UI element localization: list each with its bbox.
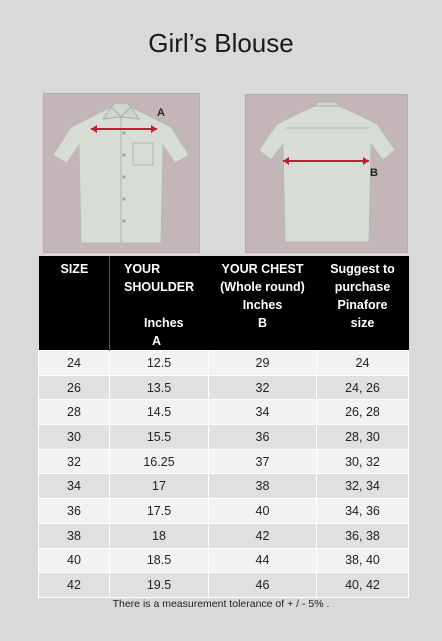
shoulder-marker-label: A bbox=[157, 107, 165, 119]
cell-chest: 38 bbox=[209, 474, 317, 499]
header-size bbox=[39, 256, 110, 351]
table-row bbox=[39, 573, 409, 598]
cell-pinafore: 40, 42 bbox=[317, 573, 409, 598]
cell-chest: 40 bbox=[209, 499, 317, 524]
cell-size: 38 bbox=[39, 523, 110, 548]
table-row bbox=[39, 523, 409, 548]
cell-pinafore: 32, 34 bbox=[317, 474, 409, 499]
table-row bbox=[39, 375, 409, 400]
header-shoulder-code: A bbox=[152, 334, 162, 348]
cell-size: 40 bbox=[39, 548, 110, 573]
cell-shoulder: 18.5 bbox=[110, 548, 209, 573]
header-shoulder-line2: SHOULDER bbox=[124, 280, 195, 294]
blouse-front-photo bbox=[43, 93, 200, 253]
tolerance-note: There is a measurement tolerance of + / - 5% . bbox=[112, 598, 330, 610]
cell-pinafore: 26, 28 bbox=[317, 400, 409, 425]
cell-shoulder: 16.25 bbox=[110, 449, 209, 474]
cell-size: 24 bbox=[39, 351, 110, 376]
header-shoulder-line1: YOUR bbox=[124, 262, 161, 276]
cell-chest: 32 bbox=[209, 375, 317, 400]
table-header-row bbox=[39, 256, 409, 351]
header-pinafore bbox=[317, 256, 409, 351]
cell-chest: 37 bbox=[209, 449, 317, 474]
cell-size: 32 bbox=[39, 449, 110, 474]
cell-pinafore: 34, 36 bbox=[317, 499, 409, 524]
table-row bbox=[39, 351, 409, 376]
cell-pinafore: 36, 38 bbox=[317, 523, 409, 548]
header-chest-code: B bbox=[257, 316, 268, 330]
cell-pinafore: 30, 32 bbox=[317, 449, 409, 474]
cell-size: 30 bbox=[39, 425, 110, 450]
cell-pinafore: 38, 40 bbox=[317, 548, 409, 573]
page-title: Girl’s Blouse bbox=[148, 28, 294, 58]
cell-size: 34 bbox=[39, 474, 110, 499]
table-row bbox=[39, 400, 409, 425]
cell-shoulder: 12.5 bbox=[110, 351, 209, 376]
cell-chest: 42 bbox=[209, 523, 317, 548]
cell-pinafore: 24 bbox=[317, 351, 409, 376]
header-chest bbox=[209, 256, 317, 351]
cell-chest: 44 bbox=[209, 548, 317, 573]
cell-shoulder: 15.5 bbox=[110, 425, 209, 450]
table-row bbox=[39, 449, 409, 474]
cell-size: 36 bbox=[39, 499, 110, 524]
header-pinafore-line3: Pinafore bbox=[337, 298, 388, 312]
cell-shoulder: 13.5 bbox=[110, 375, 209, 400]
cell-size: 42 bbox=[39, 573, 110, 598]
cell-shoulder: 18 bbox=[110, 523, 209, 548]
table-row bbox=[39, 499, 409, 524]
cell-size: 26 bbox=[39, 375, 110, 400]
header-chest-line1: YOUR CHEST bbox=[221, 262, 304, 276]
cell-shoulder: 17 bbox=[110, 474, 209, 499]
cell-shoulder: 19.5 bbox=[110, 573, 209, 598]
header-pinafore-line2: purchase bbox=[334, 280, 391, 294]
size-chart-table bbox=[38, 256, 409, 598]
cell-shoulder: 17.5 bbox=[110, 499, 209, 524]
cell-pinafore: 28, 30 bbox=[317, 425, 409, 450]
header-chest-unit: Inches bbox=[242, 298, 283, 312]
cell-chest: 34 bbox=[209, 400, 317, 425]
header-chest-line2: (Whole round) bbox=[220, 280, 305, 294]
header-pinafore-line4: size bbox=[350, 316, 375, 330]
cell-shoulder: 14.5 bbox=[110, 400, 209, 425]
header-shoulder-unit: Inches bbox=[144, 316, 184, 330]
chest-marker-label: B bbox=[370, 167, 378, 179]
cell-chest: 46 bbox=[209, 573, 317, 598]
header-shoulder bbox=[110, 256, 209, 351]
table-row bbox=[39, 474, 409, 499]
blouse-back-photo bbox=[245, 94, 408, 253]
cell-pinafore: 24, 26 bbox=[317, 375, 409, 400]
cell-chest: 36 bbox=[209, 425, 317, 450]
table-row bbox=[39, 548, 409, 573]
header-pinafore-line1: Suggest to bbox=[330, 262, 395, 276]
header-size-label: SIZE bbox=[60, 262, 89, 276]
cell-size: 28 bbox=[39, 400, 110, 425]
table-body bbox=[39, 351, 409, 598]
table-row bbox=[39, 425, 409, 450]
cell-chest: 29 bbox=[209, 351, 317, 376]
